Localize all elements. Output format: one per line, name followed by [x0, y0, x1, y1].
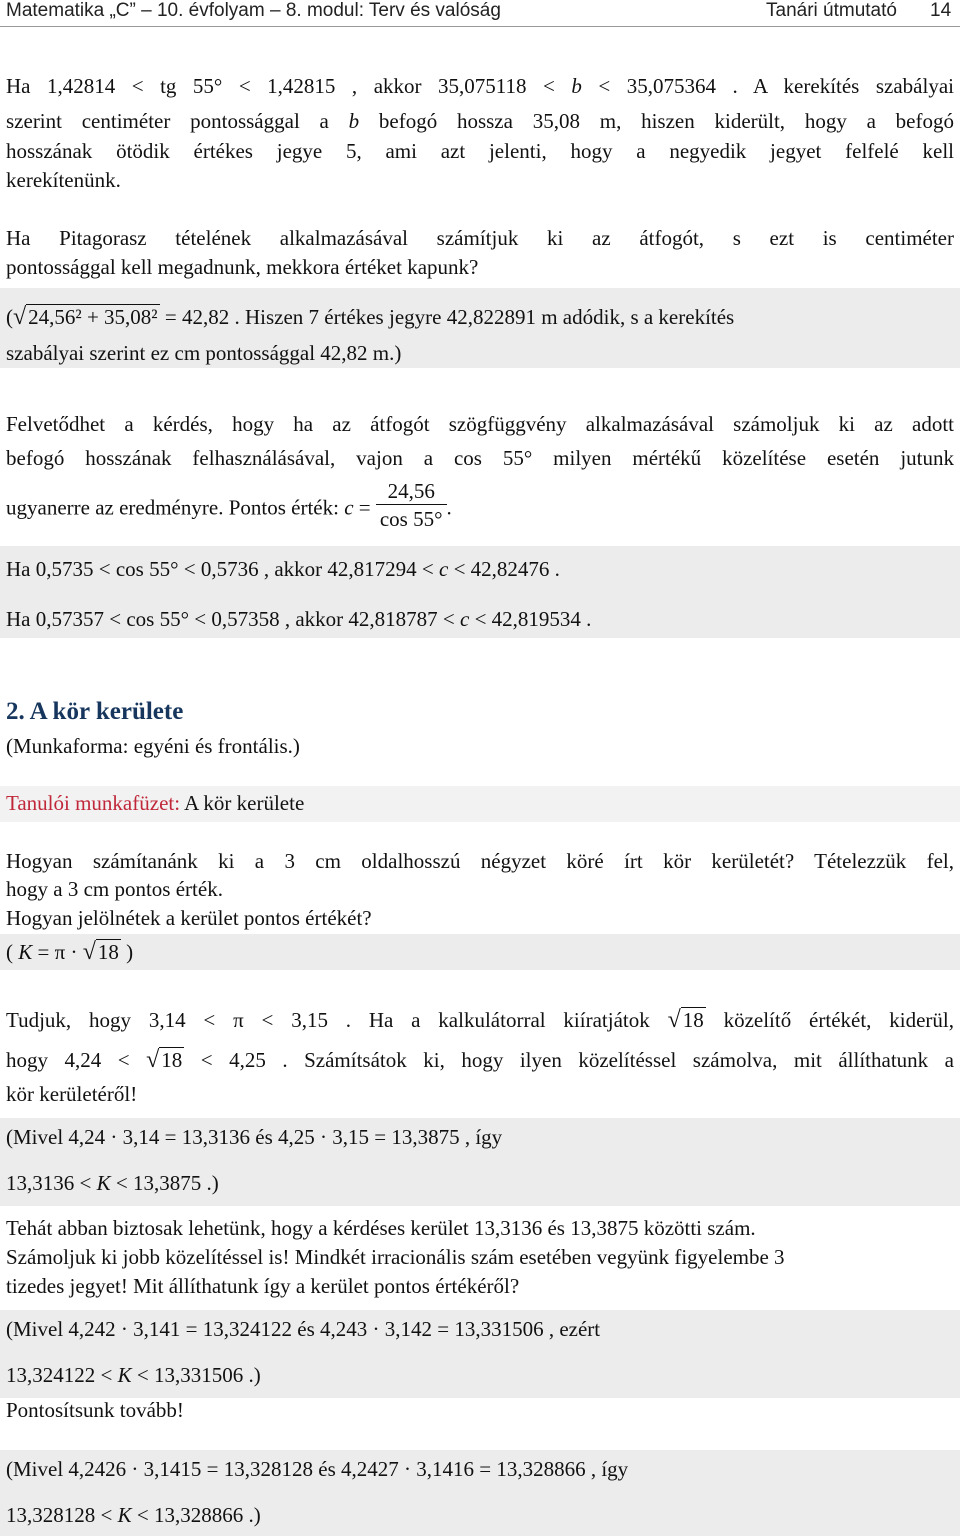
- text-line: Ha 0,57357 < cos 55° < 0,57358 , akkor 42,818787 < c < 42,819534 .: [6, 607, 592, 631]
- sqrt-icon: √: [82, 939, 96, 965]
- text-line: hosszának ötödik értékes jegye 5, ami azt jelenti, hogy a negyedik jegyet felfelé kell: [6, 139, 954, 163]
- text-line: tizedes jegyet! Mit állíthatunk így a kerület pontos értékéről?: [6, 1274, 520, 1298]
- answer-box-formula: [0, 934, 960, 970]
- page-number: 14: [930, 0, 952, 21]
- text-line: szabályai szerint ez cm pontossággal 42,82 m.): [6, 341, 402, 365]
- text-line: szerint centiméter pontossággal a b befogó hossza 35,08 m, hiszen kiderült, hogy a befogó: [6, 109, 954, 133]
- text-line: ugyanerre az eredményre. Pontos érték: c = $\frac{24,56}{\cos 55^\circ}$ .: [6, 479, 452, 531]
- text-line: ( K = π · √18 ): [6, 939, 134, 965]
- text-line: Hogyan számítanánk ki a 3 cm oldalhosszú négyzet köré írt kör kerületét? Tételezzük fel,: [6, 849, 954, 873]
- text-line: kerekítenünk.: [6, 168, 121, 192]
- text-line: pontossággal kell megadnunk, mekkora értéket kapunk?: [6, 255, 479, 279]
- sqrt-icon: √: [13, 304, 27, 330]
- text-line: Pontosítsunk tovább!: [6, 1398, 184, 1422]
- sqrt-icon: √: [667, 1007, 681, 1033]
- section-title: 2. A kör kerülete: [6, 698, 184, 725]
- header-guide-label: Tanári útmutató: [766, 0, 897, 21]
- text-line: Ha 0,5735 < cos 55° < 0,5736 , akkor 42,817294 < c < 42,82476 .: [6, 557, 560, 581]
- text-line: hogy 4,24 < √18 < 4,25 . Számítsátok ki, hogy ilyen közelítéssel számolva, mit állíthatunk a: [6, 1047, 954, 1073]
- text-line: (√24,56² + 35,08² = 42,82 . Hiszen 7 értékes jegyre 42,822891 m adódik, s a kerekítés: [6, 304, 735, 330]
- text-line: Ha Pitagorasz tételének alkalmazásával számítjuk ki az átfogót, s ezt is centiméter: [6, 226, 954, 250]
- text-line: 13,3136 < K < 13,3875 .): [6, 1171, 219, 1195]
- text-line: Hogyan jelölnétek a kerület pontos értékét?: [6, 906, 372, 930]
- header-course-title: Matematika „C” – 10. évfolyam – 8. modul: Terv és valóság: [6, 0, 501, 21]
- fraction: $\frac{24,56}{\cos 55^\circ}$: [376, 478, 447, 533]
- text-line: Számoljuk ki jobb közelítéssel is! Mindkét irracionális szám esetében vegyünk figyelembe 3: [6, 1245, 785, 1269]
- text-line: Tudjuk, hogy 3,14 < π < 3,15 . Ha a kalkulátorral kiíratjátok √18 közelítő értékét, kiderül,: [6, 1007, 954, 1033]
- answer-box-two-decimals: [0, 1118, 960, 1206]
- answer-box-three-decimals: [0, 1310, 960, 1398]
- text-line: Ha 1,42814 < tg 55° < 1,42815 , akkor 35,075118 < b < 35,075364 . A kerekítés szabályai: [6, 74, 954, 98]
- text-line: 13,328128 < K < 13,328866 .): [6, 1503, 261, 1527]
- text-line: befogó hosszának felhasználásával, vajon a cos 55° milyen mértékű közelítése esetén jutunk: [6, 446, 954, 470]
- text-line: Felvetődhet a kérdés, hogy ha az átfogót szögfüggvény alkalmazásával számoljuk ki az adott: [6, 412, 954, 436]
- workbook-reference: [0, 786, 960, 822]
- text-line: hogy a 3 cm pontos érték.: [6, 877, 223, 901]
- answer-box-cosine-bounds: [0, 546, 960, 638]
- answer-box-pythagoras: [0, 288, 960, 368]
- sqrt-icon: √: [146, 1047, 160, 1073]
- text-line: (Mivel 4,242 · 3,141 = 13,324122 és 4,243 · 3,142 = 13,331506 , ezért: [6, 1317, 601, 1341]
- text-line: (Mivel 4,24 · 3,14 = 13,3136 és 4,25 · 3,15 = 13,3875 , így: [6, 1125, 503, 1149]
- page-header: [0, 0, 960, 27]
- text-line: (Mivel 4,2426 · 3,1415 = 13,328128 és 4,2427 · 3,1416 = 13,328866 , így: [6, 1457, 629, 1481]
- text-line: Tehát abban biztosak lehetünk, hogy a kérdéses kerület 13,3136 és 13,3875 közötti szám.: [6, 1216, 756, 1240]
- answer-box-four-decimals: [0, 1450, 960, 1536]
- text-line: Tanulói munkafüzet: A kör kerülete: [6, 791, 305, 815]
- work-form-note: (Munkaforma: egyéni és frontális.): [6, 734, 300, 758]
- text-line: kör kerületéről!: [6, 1082, 138, 1106]
- text-line: 13,324122 < K < 13,331506 .): [6, 1363, 261, 1387]
